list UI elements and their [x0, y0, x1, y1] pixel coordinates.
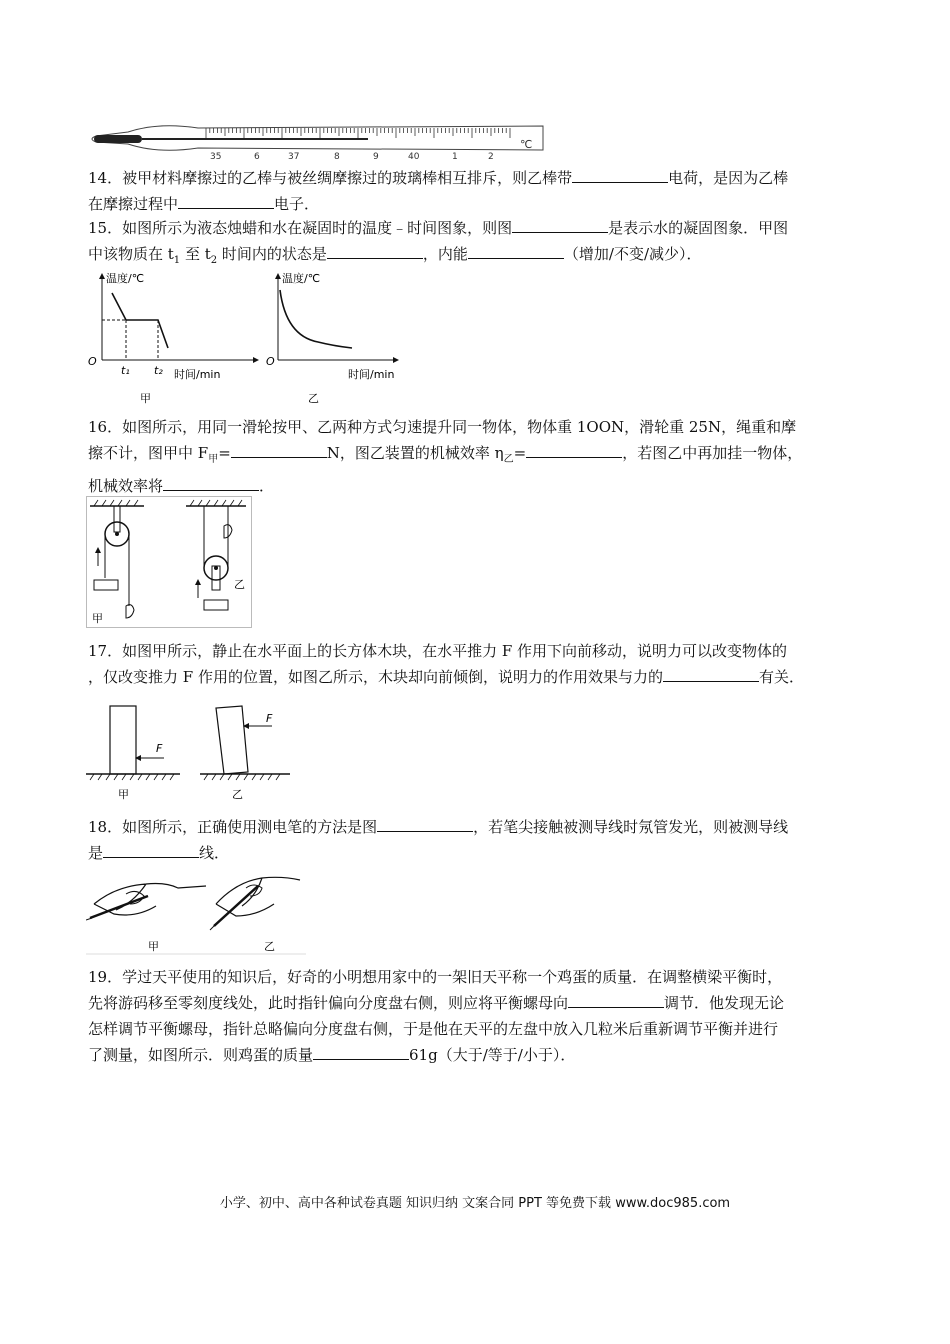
q16-text: 擦不计，图甲中 F	[88, 444, 209, 462]
wax-curve	[112, 293, 168, 348]
thermo-label: 2	[488, 152, 494, 162]
answer-blank[interactable]	[468, 244, 564, 259]
answer-blank[interactable]	[512, 218, 608, 233]
q19-text: 了测量，如图所示．则鸡蛋的质量	[88, 1046, 314, 1064]
thermo-label: 1	[452, 152, 458, 162]
answer-blank[interactable]	[178, 194, 274, 209]
q15-graphs	[86, 268, 406, 410]
x-axis-label: 时间/min	[348, 368, 395, 381]
origin-label: O	[88, 355, 97, 368]
answer-blank[interactable]	[572, 168, 668, 183]
q16-text: 机械效率将	[88, 477, 164, 495]
subscript: 甲	[208, 454, 219, 465]
force-label: F	[266, 712, 273, 725]
figure-caption: 甲	[140, 392, 151, 405]
question-14	[88, 165, 868, 217]
q15-text: （增加/不变/减少）．	[563, 245, 702, 263]
q17-text: 有关．	[758, 668, 804, 686]
q18-text: 18．如图所示，正确使用测电笔的方法是图	[88, 818, 378, 836]
q15-text: 中该物质在 t	[88, 245, 174, 263]
figure-caption: 乙	[232, 788, 243, 801]
q17-text: 17．如图甲所示，静止在水平面上的长方体木块，在水平推力 F 作用下向前移动，说明力可以改变物体的	[88, 642, 788, 660]
q18-text: 是	[88, 844, 104, 862]
answer-blank[interactable]	[163, 476, 259, 491]
subscript: 乙	[503, 454, 514, 465]
t2-label: t₂	[154, 364, 163, 377]
y-axis-label: 温度/℃	[282, 272, 321, 285]
q15-text: 是表示水的凝固图象．甲图	[608, 219, 789, 237]
q19-text: 先将游码移至零刻度线处，此时指针偏向分度盘右侧，则应将平衡螺母向	[88, 994, 569, 1012]
figure-caption: 甲	[148, 940, 159, 953]
q15-text: ，内能	[422, 245, 468, 263]
figure-caption: 乙	[264, 940, 275, 953]
y-axis-label: 温度/℃	[106, 272, 145, 285]
q14-text: 在摩擦过程中	[88, 195, 179, 213]
q18-text: ，若笔尖接触被测导线时氖管发光，则被测导线	[473, 818, 789, 836]
question-18	[88, 814, 868, 866]
figure-caption: 乙	[308, 392, 319, 405]
q16-text: 16．如图所示，用同一滑轮按甲、乙两种方式匀速提升同一物体，物体重 1OON，滑轮重 25N，绳重和摩	[88, 418, 797, 436]
q18-text: 线．	[199, 844, 230, 862]
answer-blank[interactable]	[377, 817, 473, 832]
water-curve	[280, 290, 352, 348]
q17-block-figure	[86, 700, 290, 804]
q14-text: 14．被甲材料摩擦过的乙棒与被丝绸摩擦过的玻璃棒相互排斥，则乙棒带	[88, 169, 573, 187]
answer-blank[interactable]	[327, 244, 423, 259]
thermo-label: 6	[254, 152, 260, 162]
question-16	[88, 414, 868, 499]
q15-text: 时间内的状态是	[217, 245, 327, 263]
answer-blank[interactable]	[568, 993, 664, 1008]
question-15	[88, 215, 868, 274]
x-axis-label: 时间/min	[174, 368, 221, 381]
thermo-label: 37	[288, 152, 300, 162]
q16-pulley-figure	[86, 496, 252, 628]
subscript: 2	[210, 255, 218, 266]
thermo-label: 9	[373, 152, 379, 162]
figure-caption: 乙	[234, 578, 245, 591]
q19-text: 调节．他发现无论	[664, 994, 785, 1012]
thermo-label: 40	[408, 152, 420, 162]
thermo-unit: ℃	[520, 138, 533, 151]
q14-text: 电子．	[274, 195, 320, 213]
q16-text: N，图乙装置的机械效率 η	[326, 444, 504, 462]
answer-blank[interactable]	[313, 1045, 409, 1060]
answer-blank[interactable]	[663, 667, 759, 682]
origin-label: O	[266, 355, 275, 368]
q16-text: =	[218, 444, 231, 462]
q16-text: =	[513, 444, 527, 462]
thermo-label: 8	[334, 152, 340, 162]
q14-text: 电荷，是因为乙棒	[668, 169, 789, 187]
answer-blank[interactable]	[103, 843, 199, 858]
q19-text: 19．学过天平使用的知识后，好奇的小明想用家中的一架旧天平称一个鸡蛋的质量．在调整横梁平衡时，	[88, 968, 783, 986]
q19-text: 怎样调节平衡螺母，指针总略偏向分度盘右侧，于是他在天平的左盘中放入几粒米后重新调节平衡并进行	[88, 1020, 779, 1038]
answer-blank[interactable]	[231, 443, 327, 458]
q15-text: 至 t	[180, 245, 211, 263]
question-19	[88, 964, 868, 1068]
thermo-label: 35	[210, 152, 222, 162]
q18-test-pen-figure	[86, 866, 306, 956]
subscript: 1	[173, 255, 181, 266]
q16-text: ．	[259, 477, 275, 495]
figure-caption: 甲	[92, 612, 103, 625]
q19-text: 61g（大于/等于/小于）．	[409, 1046, 576, 1064]
q17-text: ，仅改变推力 F 作用的位置，如图乙所示，木块却向前倾倒，说明力的作用效果与力的	[88, 668, 663, 686]
figure-caption: 甲	[118, 788, 129, 801]
page-footer: 小学、初中、高中各种试卷真题 知识归纳 文案合同 PPT 等免费下载 www.doc985.com	[219, 1196, 731, 1211]
thermometer-figure	[88, 118, 548, 162]
force-label: F	[156, 742, 163, 755]
t1-label: t₁	[121, 364, 130, 377]
answer-blank[interactable]	[526, 443, 622, 458]
q15-text: 15．如图所示为液态烛蜡和水在凝固时的温度﹣时间图象，则图	[88, 219, 513, 237]
question-17	[88, 638, 868, 690]
q16-text: ，若图乙中再加挂一物体，	[622, 444, 803, 462]
